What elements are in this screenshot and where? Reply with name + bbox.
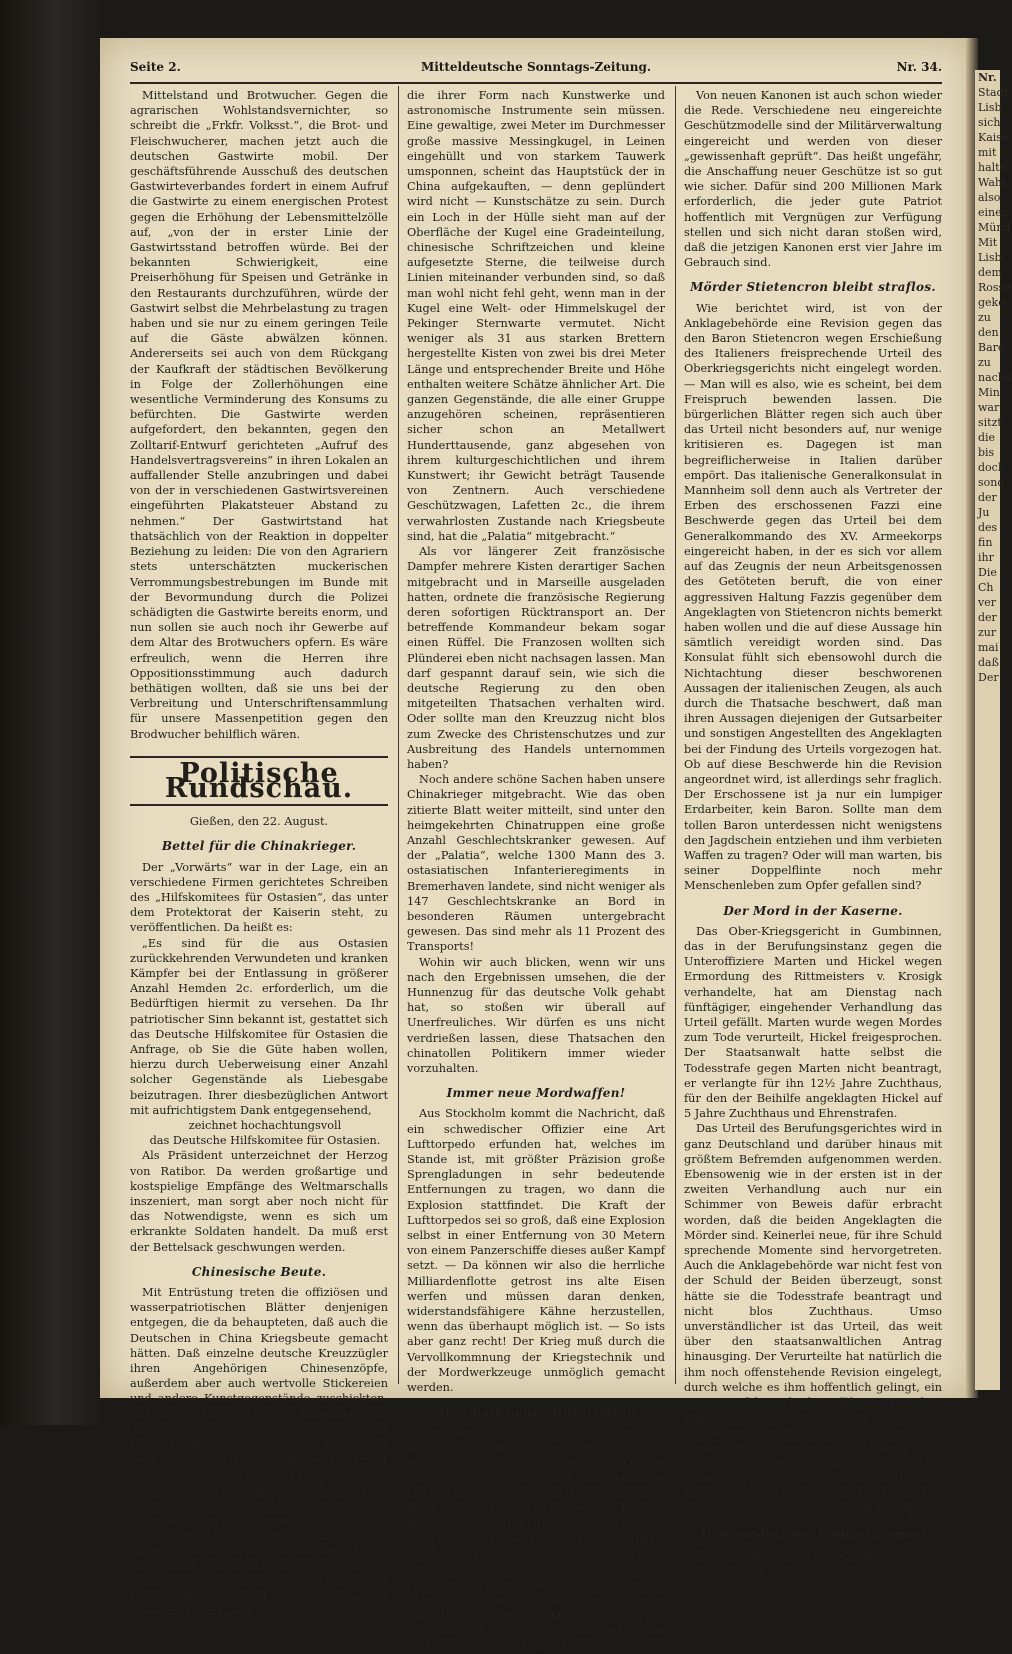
facing-fragment: Baro	[978, 341, 1005, 354]
facing-fragment: einen	[978, 206, 1009, 219]
column-divider	[398, 86, 399, 1384]
facing-fragment: Min	[978, 386, 1000, 399]
facing-fragment: Ch	[978, 581, 994, 594]
facing-fragment: bis	[978, 446, 995, 459]
facing-fragment: ver	[978, 596, 996, 609]
facing-fragment: den	[978, 326, 999, 339]
paragraph: Als vor längerer Zeit französische Dampfer mehrere Kisten derartiger Sachen mitgebracht und in Marseille ausgeladen hatten, ordnete die französische Regierung deren sofortigen Rücktransport an. Der betreffende Kommandeur bekam sogar einen Rüffel. Die Franzosen wollten sich Plünderei eben nicht nachsagen lassen. Man darf gespannt darauf sein, wie sich die deutsche Regierung zu den oben mitgeteilten Thatsachen verhalten wird. Oder sollte man den Kreuzzug nicht blos zum Zwecke des Christenschutzes und zur Ausbreitung des Handels unternommen haben?	[407, 545, 665, 771]
paragraph: Von neuen Kanonen ist auch schon wieder die Rede. Verschiedene neu eingereichte Geschützmodelle sind der Militärverwaltung eingereicht und werden von dieser „gewissenhaft geprüft“. Das heißt ungefähr, die Anschaffung neuer Geschütze ist so gut wie sicher. Dafür sind 200 Millionen Mark erforderlich, die jeder gute Patriot hoffentlich mit Vergnügen zur Verfügung stellen und sich nicht daran stoßen wird, daß die jetzigen Kanonen erst vier Jahre im Gebrauch sind.	[684, 89, 942, 270]
facing-fragment: zu	[978, 311, 991, 324]
paragraph: Wohin wir auch blicken, wenn wir uns nach den Ergebnissen umsehen, die der Hunnenzug für das deutsche Volk gehabt hat, so stoßen wir überall auf Unerfreuliches. Wir dürfen es uns nicht verdrießen lassen, diese Thatsachen den chinatollen Politikern immer wieder vorzuhalten.	[407, 955, 665, 1075]
paragraph: Noch andere schöne Sachen haben unsere Chinakrieger mitgebracht. Wie das oben zitierte Blatt weiter mitteilt, sind unter den heimgekehrten Chinatruppen eine große Anzahl Geschlechtskranker gewesen. Auf der „Palatia“, welche 1300 Mann des 3. ostasiatischen Infanterieregiments in Bremerhaven landete, sind nicht weniger als 147 Geschlechtskranke an Bord in besonderen Räumen untergebracht gewesen. Das sind mehr als 11 Prozent des Transports!	[407, 773, 665, 954]
paragraph: Aus Stockholm kommt die Nachricht, daß ein schwedischer Offizier eine Art Lufttorpedo erfunden hat, welches im Stande ist, mit größter Präzision große Sprengladungen in sehr bedeutende Entfernungen zu tragen, wo dann die Explosion stattfindet. Die Kraft der Lufttorpedos sei so groß, daß eine Explosion selbst in einer Entfernung von 30 Metern von einem Panzerschiffe dieses außer Kampf setzt. — Da können wir also die herrliche Milliardenflotte getrost ins alte Eisen werfen und müssen daran denken, widerstandsfähigere Kähne herzustellen, wenn das überhaupt möglich ist. — So ists aber ganz recht! Der Krieg muß durch die Vervollkommnung der Kriegstechnik und der Mordwerkzeuge unmöglich gemacht werden.	[407, 1107, 665, 1395]
header-rule	[130, 82, 942, 84]
facing-fragment: Der	[978, 671, 999, 684]
column-divider	[675, 86, 676, 1384]
facing-fragment: Kaise	[978, 131, 1009, 144]
paragraph: Mit Entrüstung treten die offiziösen und wasserpatriotischen Blätter denjenigen entgegen, die da behaupteten, daß auch die Deutschen in China Kriegsbeute gemacht hätten. Daß einzelne deutsche Kreuzzügler ihren Angehörigen Chinesenzöpfe, außerdem aber auch wertvolle Stickereien und andere Kunstgegenstände zuschickten, ist bekannt. Das sind lauter „Andenken“, die dankbare Chinesen den braven Hunnenkriegern verehrten. Es giebt aber auch noch andere Kriegsbeute. Ueber merkwürdige, von den zurückgekehrten Chinadampfern in Wilhelmshaven ausgeladene Frachtstücke berichtet die „Norddeutsche Volksstimme“:	[130, 1286, 388, 1528]
paragraph: Das Urteil des Berufungsgerichtes wird in ganz Deutschland und darüber hinaus mit größtem Befremden aufgenommen werden. Ebensowenig wie in der ersten ist in der zweiten Verhandlung auch nur ein Schimmer von Beweis dafür erbracht worden, daß die beiden Angeklagten die Mörder sind. Keinerlei neue, für ihre Schuld sprechende Momente sind hervorgetreten. Auch die Anklagebehörde war nicht fest von der Schuld der Beiden überzeugt, sonst hätte sie die Todesstrafe beantragt und nicht blos Zuchthaus. Umso unverständlicher ist das Urteil, das weit über den staatsanwaltlichen Antrag hinausging. Der Verurteilte hat natürlich die ihm noch offenstehende Revision eingelegt, durch welche es ihm hoffentlich gelingt, ein neues Verfahren herbeizuführen. Trotzdem gegen früher in dem Militärgerichtsverfahren manche Verbesserung eingetreten ist, krankt doch die neue Strafgerichtsordnung noch an so schweren Mängeln, daß eine durchgreifende Aenderung unabweisbar erscheint. Das hat der Prozeß mit aller Deutlichkeit gezeigt.	[684, 1122, 942, 1516]
facing-fragment: Wahl	[978, 176, 1006, 189]
headline-bettel: Bettel für die Chinakrieger.	[161, 839, 357, 854]
facing-fragment: geko	[978, 296, 1005, 309]
section-title: Politische Rundschau.	[130, 756, 388, 806]
paragraph: Der „Vorwärts“ war in der Lage, ein an verschiedene Firmen gerichtetes Schreiben des „Hilfskomitees für Ostasien“, das unter dem Protektorat der Kaiserin steht, zu veröffentlichen. Da heißt es:	[130, 860, 388, 935]
headline-beute: Chinesische Beute.	[191, 1264, 327, 1279]
issue-number: Nr. 34.	[896, 60, 942, 74]
paragraph: Das Ober-Kriegsgericht in Gumbinnen, das in der Berufungsinstanz gegen die Unteroffiziere Marten und Hickel wegen Ermordung des Rittmeisters v. Krosigk verhandelte, hat am Dienstag nach fünftägiger, eingehender Verhandlung das Urteil gefällt. Marten wurde wegen Mordes zum Tode verurteilt, Hickel freigesprochen. Der Staatsanwalt hatte selbst die Todesstrafe gegen Marten nicht beantragt, er verlangte für ihn 12½ Jahre Zuchthaus, für den der Beihilfe angeklagten Hickel auf 5 Jahre Zuchthaus und Ehrenstrafen.	[684, 924, 942, 1121]
article-mittelstand: Mittelstand und Brotwucher. Gegen die agrarischen Wohlstandsvernichter, so schreibt die „Frkfr. Volksst.“, die Brot- und Fleischwucherer, machen jetzt auch die deutschen Gastwirte mobil. Der geschäftsführende Ausschuß des deutschen Gastwirteverbandes fordert in einem Aufruf die Gastwirte zu einem energischen Protest gegen die Erhöhung der Lebensmittelzölle auf, „von der in erster Linie der Gastwirtsstand betroffen würde. Bei der bekannten Schwierigkeit, eine Preiserhöhung für Speisen und Getränke in den Restaurants durchzuführen, würde der Gastwirt selbst die Mehrbelastung zu tragen haben und sie nur zu einem geringen Teile auf die Gäste abwälzen können. Andererseits sei auch von dem Rückgang der Kaufkraft der städtischen Bevölkerung in Folge der Zollerhöhungen eine wesentliche Verminderung des Konsums zu befürchten. Die Gastwirte werden aufgefordert, den bekannten, gegen den Zolltarif-Entwurf gerichteten „Aufruf des Handelsvertragsvereins“ in ihren Lokalen an auffallender Stelle anzubringen und dabei von der in verschiedenen Gastwirtsvereinen eingeführten Plakatsteuer Abstand zu nehmen.“ Der Gastwirtstand hat thatsächlich von der Reaktion in doppelter Beziehung zu leiden: Die von den Agrariern stets unterschätzten muckerischen Verrommungsbestrebungen im Bunde mit der Bevormundung durch die Polizei schädigten die Gastwirte bereits enorm, und nun sollen sie auch noch ihr Gewerbe auf dem Altar des Brotwuchers opfern. Es wäre erfreulich, wenn die Herren ihre Oppositionsstimmung auch dadurch bethätigen wollten, daß sie uns bei der Verbreitung und Unterschriftensammlung für unsere Massenpetition gegen den Brodwucher behilflich wären.	[130, 89, 388, 741]
newspaper-page	[100, 38, 972, 1653]
facing-fragment: Münd	[978, 221, 1011, 234]
facing-fragment: dem	[978, 266, 1002, 279]
facing-fragment: mit	[978, 146, 997, 159]
facing-fragment: ihr	[978, 551, 994, 564]
column-3	[684, 88, 942, 1577]
page-header	[130, 60, 942, 80]
facing-fragment: Mit	[978, 236, 998, 249]
page-number: Seite 2.	[130, 60, 181, 74]
dateline: Gießen, den 22. August.	[189, 815, 329, 829]
facing-fragment: halte	[978, 161, 1007, 174]
headline-militaerlasten: Abermals neue Militärlasten	[435, 1405, 637, 1420]
facing-fragment: der	[978, 611, 997, 624]
facing-fragment: also	[978, 191, 1001, 204]
paragraph: Zur Berliner Bürgermeisterwahl wird berichtet, daß man in den Kreisen der	[684, 1547, 942, 1577]
facing-fragment: war	[978, 401, 1000, 414]
facing-fragment: sond	[978, 476, 1005, 489]
facing-fragment: doch	[978, 461, 1005, 474]
headline-mordwaffen: Immer neue Mordwaffen!	[446, 1086, 626, 1101]
facing-fragment: mai	[978, 641, 999, 654]
paragraph: Als Präsident unterzeichnet der Herzog von Ratibor. Da werden großartige und kostspielige Empfänge des Weltmarschalls inszeniert, man sorgt aber noch nicht für das Notwendigste, wenn es sich um erkrankte Soldaten handelt. Da muß erst der Bettelsack geschwungen werden.	[130, 1149, 388, 1254]
facing-fragment: daß	[978, 656, 999, 669]
paragraph: „Auf der Kaje vor dem Schiffe, das im Kaiserhafen am Barbarossaplatz liegt, lagert eine große Anzahl teils in Stroh, Roßhaar, Wolle und Segeltuch eingeschnürter, teils in Holzkisten gut verpackter Messinggegenstände	[130, 1529, 388, 1619]
facing-page-edge	[975, 70, 1012, 1390]
facing-fragment: fin	[978, 536, 993, 549]
facing-fragment: Ju	[978, 506, 990, 519]
facing-fragment: der	[978, 491, 997, 504]
facing-fragment: sitzt	[978, 416, 1002, 429]
facing-fragment: die	[978, 431, 996, 444]
signature-line: zeichnet hochachtungsvoll	[188, 1119, 342, 1132]
facing-fragment: zu	[978, 356, 991, 369]
facing-fragment: Stadt	[978, 86, 1008, 99]
facing-fragment: nachd	[978, 371, 1012, 384]
facing-fragment: Lisb	[978, 101, 1002, 114]
paragraph: die ihrer Form nach Kunstwerke und astronomische Instrumente sein müssen. Eine gewaltige, zwei Meter im Durchmesser große massive Messingkugel, in Leinen eingehüllt und von starkem Tauwerk umsponnen, scheint das Hauptstück der in China aufgekauften, — denn geplündert wird nicht — Kunstschätze zu sein. Durch ein Loch in der Hülle sieht man auf der Oberfläche der Kugel eine Gradeinteilung, chinesische Schriftzeichen und kleine aufgesetzte Sterne, die teilweise durch Linien miteinander verbunden sind, so daß man wohl nicht fehl geht, wenn man in der Kugel eine Welt- oder Himmelskugel der Pekinger Sternwarte vermutet. Nicht weniger als 31 aus starken Brettern hergestellte Kisten von zwei bis drei Meter Länge und entsprechender Breite und Höhe enthalten weitere Schätze ähnlicher Art. Die ganzen Gegenstände, die alle einer Gruppe anzugehören scheinen, repräsentieren sicher schon an Metallwert Hunderttausende, ganz abgesehen von ihrem kulturgeschichtlichen und ihrem Kunstwert; ihr Gewicht beträgt Tausende von Zentnern. Auch verschiedene Geschützwagen, Lafetten 2c., die ihrem verwahrlosten Zustande nach Kriegsbeute sind, hat die „Palatia“ mitgebracht.“	[407, 89, 665, 543]
facing-fragment: Rosse	[978, 281, 1011, 294]
facing-fragment: sich	[978, 116, 1001, 129]
headline-maennerstolz: Männerstolz vor Königsthronen!	[698, 1526, 928, 1541]
paragraph: sollen dem deutschen Michel aufgehalst werden. Wie ein Berliner Blatt mitteilt, ist man in den maßgebenden Kreisen überzeugt, daß uns eine Kolonialarmee „bitter notwendig“ sei und die Schaffung einer solchen habe bereits greifbare Formen angenommen. Blos die Geldfrage macht noch Schwierigkeiten, was wir gerne glauben. Für das Volk aber eröffnen sich nette Aussichten. Verteuerung aller Lebensmittel durch die Zölle und indirekte Steuern, dabei immerwährend neue Militärforderungen! Das zeigt, wie rücksichtslos der Militärstaat die Volksinteressen mit Füßen tritt.	[407, 1426, 665, 1653]
facing-fragment: des	[978, 521, 998, 534]
quote-paragraph: „Es sind für die aus Ostasien zurückkehrenden Verwundeten und kranken Kämpfer bei der Entlassung in größerer Anzahl Hemden 2c. erforderlich, um die Bedürftigen hiermit zu versehen. Da Ihr patriotischer Sinn bekannt ist, gestattet sich das Deutsche Hilfskomitee für Ostasien die Anfrage, ob Sie die Güte haben wollen, hierzu durch Ueberweisung einer Anzahl solcher Gegenstände als Liebesgabe beizutragen. Ihrer diesbezüglichen Antwort mit aufrichtigstem Dank entgegensehend,	[130, 936, 388, 1117]
column-1	[130, 88, 388, 1619]
signature-line: das Deutsche Hilfskomitee für Ostasien.	[149, 1134, 381, 1148]
masthead-title: Mitteldeutsche Sonntags-Zeitung.	[420, 60, 652, 74]
column-2	[407, 88, 665, 1653]
book-binding	[0, 0, 100, 1425]
paragraph: Wie berichtet wird, ist von der Anklagebehörde eine Revision gegen das den Baron Stietencron wegen Erschießung des Italieners freisprechende Urteil des Oberkriegsgerichts nicht eingelegt worden. — Man will es also, wie es scheint, bei dem Freispruch bewenden lassen. Die bürgerlichen Blätter regen sich auch über das Urteil nicht besonders auf, nur wenige kritisieren es. Dagegen ist man begreiflicherweise in Italien darüber empört. Das italienische Generalkonsulat in Mannheim soll denn auch als Vertreter der Erben des erschossenen Fazzi eine Beschwerde gegen das Urteil bei dem Generalkommando des XV. Armeekorps eingereicht haben, in der es sich vor allem auf das Zeugnis der neun Arbeitsgenossen des Getöteten beruft, die von einer aggressiven Haltung Fazzis gegenüber dem Angeklagten von Stietencron nichts bemerkt haben wollen und die auf diese Aussage hin sämtlich vereidigt worden sind. Das Konsulat fühlt sich ebensowohl durch die Nichtachtung dieser beschworenen Aussagen der italienischen Zeugen, als auch durch die Thatsache beschwert, daß man ihren Aussagen diejenigen der Gutsarbeiter und sonstigen Angestellten des Angeklagten bei der Findung des Urteils vorgezogen hat. Ob auf diese Beschwerde hin die Revision angeordnet wird, ist allerdings sehr fraglich. Der Erschossene ist ja nur ein lumpiger Erdarbeiter, kein Baron. Sollte man dem tollen Baron unterdessen nicht wenigstens den Jagdschein entziehen und ihm verbieten Waffen zu tragen? Oder will man warten, bis seiner Doppelflinte noch mehr Menschenleben zum Opfer gefallen sind?	[684, 301, 942, 893]
headline-stietencron: Mörder Stietencron bleibt straflos.	[690, 280, 936, 295]
headline-kaserne: Der Mord in der Kaserne.	[723, 903, 903, 918]
facing-fragment: Lisb	[978, 251, 1002, 264]
facing-fragment: Nr.	[978, 71, 997, 84]
facing-fragment: Die	[978, 566, 997, 579]
facing-fragment: zur	[978, 626, 997, 639]
